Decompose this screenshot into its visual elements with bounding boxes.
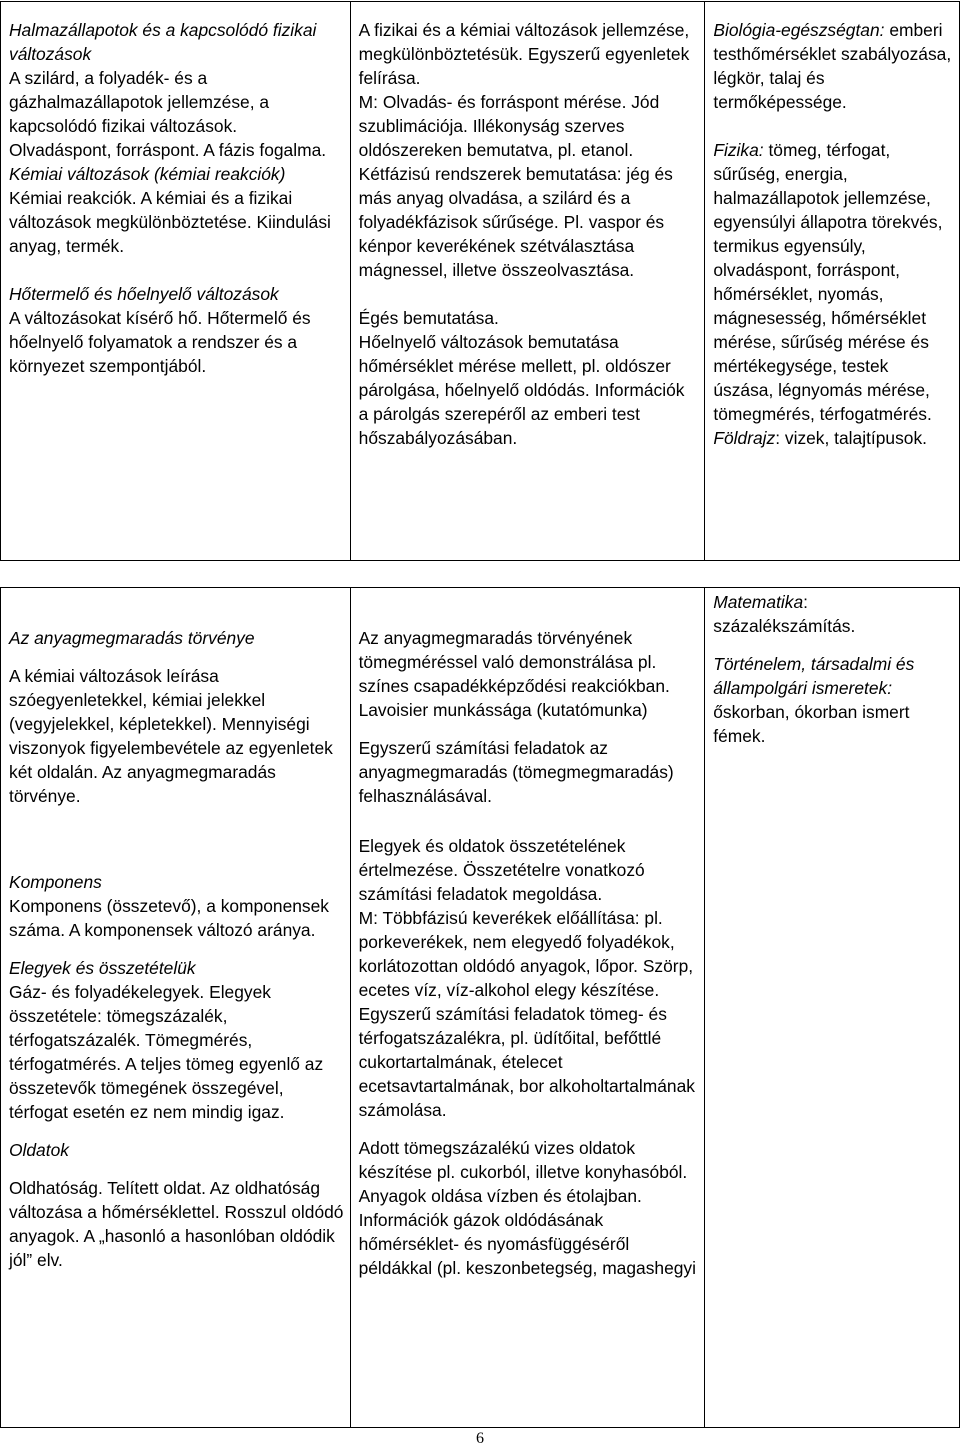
topic-text: Gáz- és folyadékelegyek. Elegyek összetétele: tömegszázalék, térfogatszázalék. Tömegmérés, térfogatmérés. A teljes tömeg egyenlő az összetevők tömegének összegével, térfogat esetén ez nem mindig igaz.	[9, 982, 324, 1122]
connections-cell	[705, 588, 960, 1428]
m-label: M:	[358, 92, 378, 112]
topic-text: A szilárd, a folyadék- és a gázhalmazállapotok jellemzése, a kapcsolódó fizikai változások. Olvadáspont, forráspont. A fázis fogalma.	[9, 68, 327, 160]
activity-text: A fizikai és a kémiai változások jellemzése, megkülönböztetésük. Egyszerű egyenletek felírása.	[358, 20, 690, 88]
activity-text: Égés bemutatása.	[358, 308, 499, 328]
activity-text: Az anyagmegmaradás törvényének tömegméréssel való demonstrálása pl. színes csapadékképződési reakciókban.	[358, 628, 670, 696]
topic-text: Kémiai reakciók. A kémiai és a fizikai változások megkülönböztetése. Kiindulási anyag, termék.	[9, 188, 331, 256]
subject-label: Matematika	[713, 592, 804, 612]
curriculum-table-bottom	[0, 587, 960, 1428]
activity-text: Lavoisier munkássága (kutatómunka)	[358, 700, 648, 720]
subject-label: Biológia-egészségtan:	[713, 20, 885, 40]
topic-text: Komponens (összetevő), a komponensek száma. A komponensek változó aránya.	[9, 896, 329, 940]
topic-heading: Komponens	[9, 872, 102, 892]
activity-cell	[350, 2, 705, 561]
topic-text: Oldhatóság. Telített oldat. Az oldhatóság változása a hőmérséklettel. Rosszul oldódó anyagok. A „hasonló a hasonlóban oldódik jól” elv.	[9, 1178, 344, 1270]
table-row	[1, 2, 960, 561]
topic-heading: Oldatok	[9, 1140, 69, 1160]
connection-body: emberi testhőmérséklet szabályozása, légkör, talaj és termőképessége.	[713, 20, 952, 112]
page-number: 6	[476, 1430, 484, 1447]
activity-text-body: Többfázisú keverékek előállítása: pl. porkeverékek, nem elegyedő folyadékok, korlátozottan oldódó anyagok, lőpor. Szörp, ecetes víz, víz-alkohol elegy készítése. Egyszerű számítási feladatok tömeg- és térfogatszázalékra, pl. üdítőital, befőttlé cukortartalmának, ételecet ecetsavtartalmának, bor alkoholtartalmának számolása.	[358, 908, 695, 1120]
activity-text: Elegyek és oldatok összetételének értelmezése. Összetételre vonatkozó számítási feladatok megoldása.	[358, 836, 645, 904]
topic-text: A változásokat kísérő hő. Hőtermelő és hőelnyelő folyamatok a rendszer és a környezet szempontjából.	[9, 308, 311, 376]
activity-text-body: Olvadás- és forráspont mérése. Jód szublimációja. Illékonyság szerves oldószereken bemutatva, pl. etanol. Kétfázisú rendszerek bemutatása: jég és más anyag olvadása, a szilárd és a folyadékfázisok sűrűsége. Pl. vaspor és kénpor keverékének szétválasztása mágnessel, illetve összeolvasztása.	[358, 92, 673, 280]
connection-body: tömeg, térfogat, sűrűség, energia, halmazállapotok jellemzése, egyensúlyi állapotra törekvés, termikus egyensúly, olvadáspont, forráspont, hőmérséklet, nyomás, mágnesesség, hőmérséklet mérése, sűrűség mérése és mértékegysége, testek úszása, légnyomás mérése, tömegmérés, térfogatmérés.	[713, 140, 943, 424]
connection-text	[713, 426, 953, 450]
topic-heading: Hőtermelő és hőelnyelő változások	[9, 284, 279, 304]
activity-cell	[350, 588, 705, 1428]
m-label: M:	[358, 908, 378, 928]
curriculum-table-top	[0, 1, 960, 561]
topic-heading: Az anyagmegmaradás törvénye	[9, 628, 255, 648]
connection-text	[713, 18, 953, 114]
connection-text	[713, 652, 953, 748]
activity-text: Adott tömegszázalékú vizes oldatok készítése pl. cukorból, illetve konyhasóból. Anyagok oldása vízben és étolajban. Információk gázok oldódásának hőmérséklet- és nyomásfüggéséről példákkal (pl. keszonbetegség, magashegyi	[358, 1138, 696, 1278]
connection-text	[713, 138, 953, 426]
topic-cell	[1, 2, 351, 561]
connection-body: : százalékszámítás.	[713, 592, 856, 636]
subject-label: Földrajz	[713, 428, 776, 448]
topic-text: A kémiai változások leírása szóegyenletekkel, kémiai jelekkel (vegyjelekkel, képletekkel). Mennyiségi viszonyok figyelembevétele az egyenletek két oldalán. Az anyagmegmaradás törvénye.	[9, 666, 333, 806]
topic-heading: Elegyek és összetételük	[9, 958, 196, 978]
topic-cell	[1, 588, 351, 1428]
activity-text	[359, 90, 699, 282]
subject-label: Fizika:	[713, 140, 764, 160]
topic-heading: Kémiai változások (kémiai reakciók)	[9, 164, 286, 184]
activity-text: Egyszerű számítási feladatok az anyagmegmaradás (tömegmegmaradás) felhasználásával.	[358, 738, 674, 806]
connection-body: : vizek, talajtípusok.	[775, 428, 927, 448]
connection-text	[713, 590, 953, 638]
connection-body: őskorban, ókorban ismert fémek.	[713, 702, 910, 746]
connections-cell	[705, 2, 960, 561]
topic-heading: Halmazállapotok és a kapcsolódó fizikai változások	[9, 20, 317, 64]
activity-text	[359, 906, 699, 1122]
table-row	[1, 588, 960, 1428]
subject-label: Történelem, társadalmi és állampolgári ismeretek:	[713, 654, 915, 698]
activity-text: Hőelnyelő változások bemutatása hőmérséklet mérése mellett, pl. oldószer párolgása, hőelnyelő oldódás. Információk a párolgás szerepéről az emberi test hőszabályozásában.	[358, 332, 685, 448]
